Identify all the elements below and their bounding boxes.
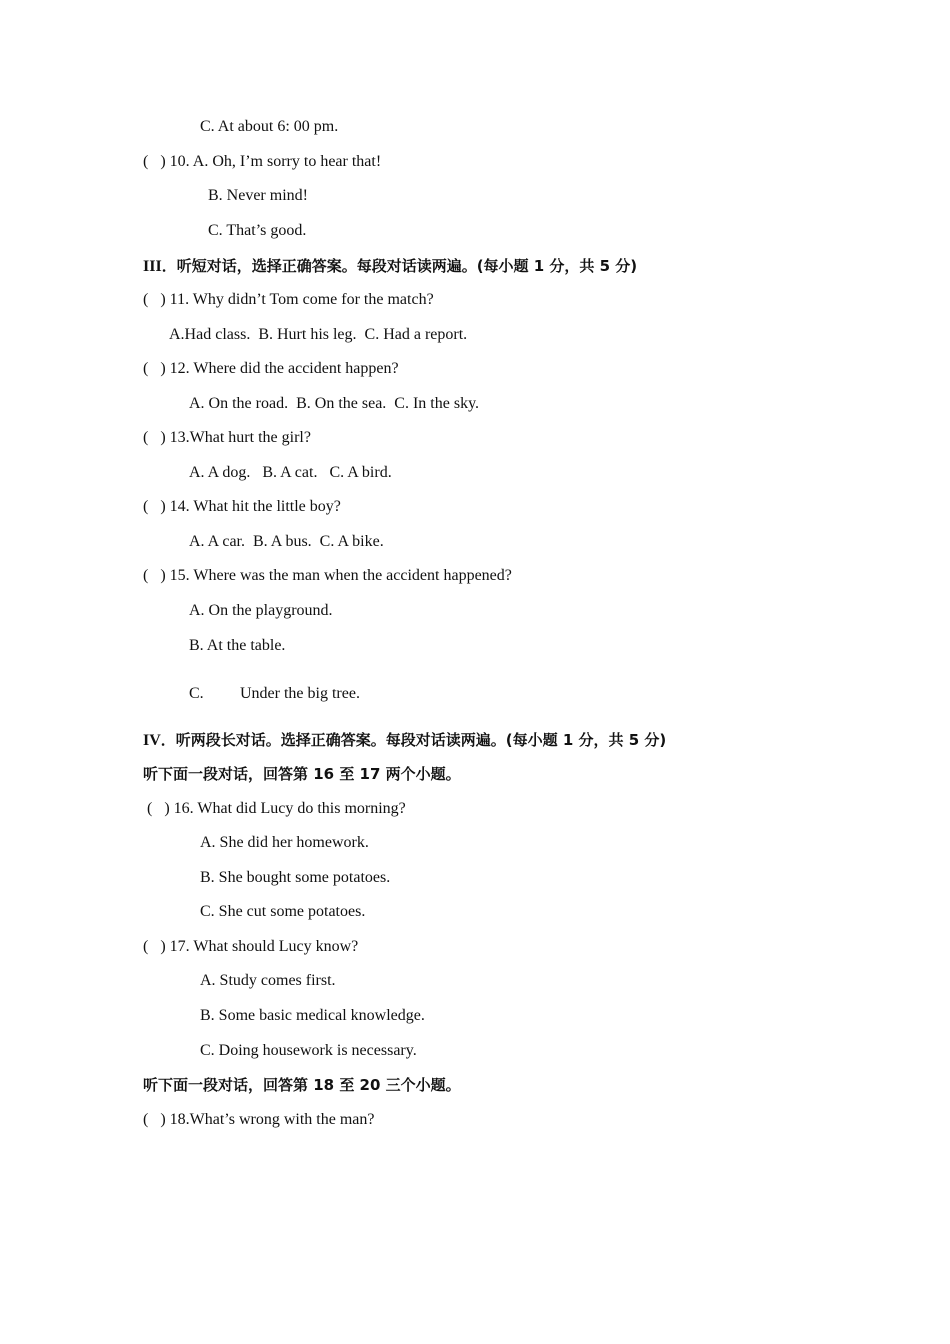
q18-stem: ( ) 18.What’s wrong with the man?: [143, 1111, 375, 1128]
section-4-group-1-instruction: 听下面一段对话，回答第 16 至 17 两个小题。: [143, 765, 461, 783]
q9-option-c: C. At about 6: 00 pm.: [200, 118, 339, 135]
q15-option-c-text: Under the big tree.: [240, 685, 360, 702]
q16-option-b: B. She bought some potatoes.: [200, 869, 391, 886]
section-3-heading-text: ．听短对话，选择正确答案。每段对话读两遍。(每小题 1 分，共 5 分): [161, 257, 638, 275]
q11-options: A.Had class. B. Hurt his leg. C. Had a report.: [169, 326, 468, 343]
section-4-heading-text: ．听两段长对话。选择正确答案。每段对话读两遍。(每小题 1 分，共 5 分): [160, 731, 667, 749]
q16-option-c: C. She cut some potatoes.: [200, 903, 366, 920]
q12-stem: ( ) 12. Where did the accident happen?: [143, 360, 399, 377]
q16-stem: ( ) 16. What did Lucy do this morning?: [143, 800, 406, 817]
q15-stem: ( ) 15. Where was the man when the accident happened?: [143, 567, 512, 584]
section-4-heading: [143, 730, 666, 751]
q13-stem: ( ) 13.What hurt the girl?: [143, 429, 311, 446]
q16-option-a: A. She did her homework.: [200, 834, 369, 851]
q15-option-c-letter: C.: [189, 685, 204, 702]
q17-option-c: C. Doing housework is necessary.: [200, 1042, 417, 1059]
q14-stem: ( ) 14. What hit the little boy?: [143, 498, 341, 515]
q14-options: A. A car. B. A bus. C. A bike.: [189, 533, 384, 550]
section-3-roman: III: [143, 258, 162, 275]
q15-option-b: B. At the table.: [189, 637, 286, 654]
q15-option-a: A. On the playground.: [189, 602, 333, 619]
q10-stem: ( ) 10. A. Oh, I’m sorry to hear that!: [143, 153, 382, 170]
q10-option-b: B. Never mind!: [208, 187, 308, 204]
section-3-heading: [143, 256, 637, 277]
section-4-roman: IV: [143, 732, 161, 749]
q11-stem: ( ) 11. Why didn’t Tom come for the match?: [143, 291, 434, 308]
section-4-group-2-instruction: 听下面一段对话，回答第 18 至 20 三个小题。: [143, 1076, 461, 1094]
q17-option-b: B. Some basic medical knowledge.: [200, 1007, 425, 1024]
q17-option-a: A. Study comes first.: [200, 972, 336, 989]
q13-options: A. A dog. B. A cat. C. A bird.: [189, 464, 392, 481]
q10-option-c: C. That’s good.: [208, 222, 307, 239]
q12-options: A. On the road. B. On the sea. C. In the sky.: [189, 395, 480, 412]
q17-stem: ( ) 17. What should Lucy know?: [143, 938, 359, 955]
